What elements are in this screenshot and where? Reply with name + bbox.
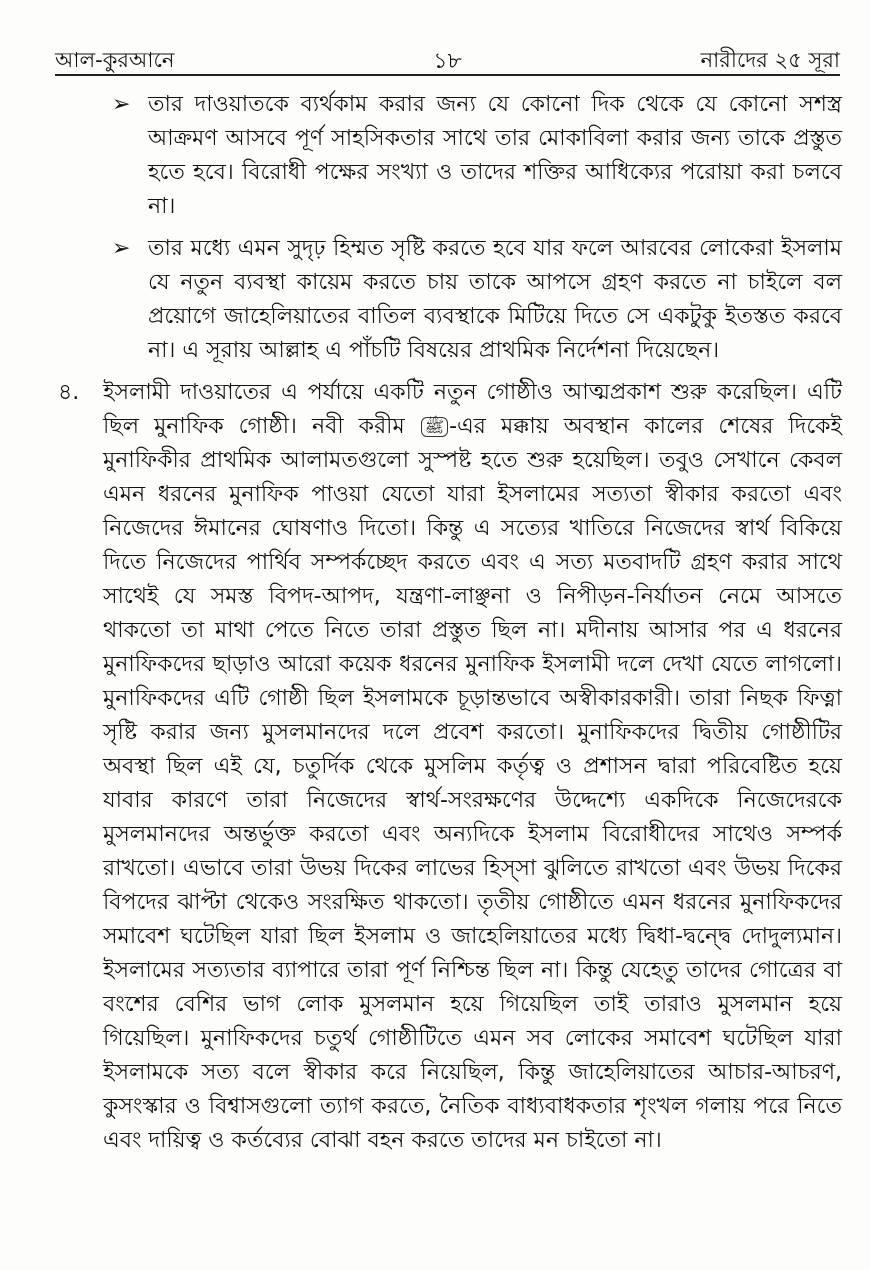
bullet-paragraph — [58, 88, 842, 224]
arrow-bullet-icon: ➢ — [112, 236, 131, 261]
paragraph-number: ৪. — [58, 380, 80, 405]
page-number: ১৮ — [433, 49, 462, 74]
header-chapter-title: নারীদের ২৫ সূরা — [700, 48, 840, 72]
bullet-paragraph-text: তার দাওয়াতকে ব্যর্থকাম করার জন্য যে কোনো দিক থেকে যে কোনো সশস্ত্র আক্রমণ আসবে পূর্ণ সাহসিকতার সাথে তার মোকাবিলা করার জন্য তাকে প্রস্তুত হতে হবে। বিরোধী পক্ষের সংখ্যা ও তাদের শক্তির আধিক্যের পরোয়া করা চলবে না। — [148, 92, 842, 219]
paragraph-text-part-2: -এর মক্কায় অবস্থান কালের শেষের দিকেই মুনাফিকীর প্রাথমিক আলামতগুলো সুস্পষ্ট হতে শুরু হয়েছিল। তবুও সেখানে কেবল এমন ধরনের মুনাফিক পাওয়া যেতো যারা ইসলামের সত্যতা স্বীকার করতো এবং নিজেদের ঈমানের ঘোষণাও দিতো। কিন্তু এ সত্যের খাতিরে নিজেদের স্বার্থ বিকিয়ে দিতে নিজেদের পার্থিব সম্পর্কচ্ছেদ করতে এবং এ সত্য মতবাদটি গ্রহণ করার সাথে সাথেই যে সমস্ত বিপদ-আপদ, যন্ত্রণা-লাঞ্ছনা ও নিপীড়ন-নির্যাতন নেমে আসতে থাকতো তা মাথা পেতে নিতে তারা প্রস্তুত ছিল না। মদীনায় আসার পর এ ধরনের মুনাফিকদের ছাড়াও আরো কয়েক ধরনের মুনাফিক ইসলামী দলে দেখা যেতে লাগলো। মুনাফিকদের এটি গোষ্ঠী ছিল ইসলামকে চূড়ান্তভাবে অস্বীকারকারী। তারা নিছক ফিত্না সৃষ্টি করার জন্য মুসলমানদের দলে প্রবেশ করতো। মুনাফিকদের দ্বিতীয় গোষ্ঠীটির অবস্থা ছিল এই যে, চতুর্দিক থেকে মুসলিম কর্তৃত্ব ও প্রশাসন দ্বারা পরিবেষ্টিত হয়ে যাবার কারণে তারা নিজেদের স্বার্থ-সংরক্ষণের উদ্দেশ্যে একদিকে নিজেদেরকে মুসলমানদের অন্তর্ভুক্ত করতো এবং অন্যদিকে ইসলাম বিরোধীদের সাথেও সম্পর্ক রাখতো। এভাবে তারা উভয় দিকের লাভের হিস্সা ঝুলিতে রাখতো এবং উভয় দিকের বিপদের ঝাপ্টা থেকেও সংরক্ষিত থাকতো। তৃতীয় গোষ্ঠীতে এমন ধরনের মুনাফিকদের সমাবেশ ঘটেছিল যারা ছিল ইসলাম ও জাহেলিয়াতের মধ্যে দ্বিধা-দ্বন্দ্বে দোদুল্যমান। ইসলামের সত্যতার ব্যাপারে তারা পূর্ণ নিশ্চিন্ত ছিল না। কিন্তু যেহেতু তাদের গোত্রের বা বংশের বেশির ভাগ লোক মুসলমান হয়ে গিয়েছিল তাই তারাও মুসলমান হয়ে গিয়েছিল। মুনাফিকদের চতুর্থ গোষ্ঠীটিতে এমন সব লোকের সমাবেশ ঘটেছিল যারা ইসলামকে সত্য বলে স্বীকার করে নিয়েছিল, কিন্তু জাহেলিয়াতের আচার-আচরণ, কুসংস্কার ও বিশ্বাসগুলো ত্যাগ করতে, নৈতিক বাধ্যবাধকতার শৃংখল গলায় পরে নিতে এবং দায়িত্ব ও কর্তব্যের বোঝা বহন করতে তাদের মন চাইতো না। — [103, 414, 842, 1153]
page-body — [58, 88, 842, 1158]
running-header — [55, 40, 840, 76]
bullet-paragraph-text: তার মধ্যে এমন সুদৃঢ় হিম্মত সৃষ্টি করতে হবে যার ফলে আরবের লোকেরা ইসলাম যে নতুন ব্যবস্থা কায়েম করতে চায় তাকে আপসে গ্রহণ করতে না চাইলে বল প্রয়োগে জাহেলিয়াতের বাতিল ব্যবস্থাকে মিটিয়ে দিতে সে একটুকু ইতস্তত করবে না। এ সূরায় আল্লাহ এ পাঁচটি বিষয়ের প্রাথমিক নির্দেশনা দিয়েছেন। — [148, 236, 842, 363]
bullet-paragraph — [58, 232, 842, 368]
paragraph-text-part-1: ইসলামী দাওয়াতের এ পর্যায়ে একটি নতুন গোষ্ঠীও আত্মপ্রকাশ শুরু করেছিল। এটি ছিল মুনাফিক গোষ্ঠী। নবী করীম — [103, 380, 842, 439]
arrow-bullet-icon: ➢ — [112, 92, 131, 117]
numbered-paragraph — [58, 376, 842, 1158]
salutation-honorific-icon: ﷺ — [421, 417, 448, 437]
header-book-title: আল-কুরআনে — [55, 48, 175, 72]
